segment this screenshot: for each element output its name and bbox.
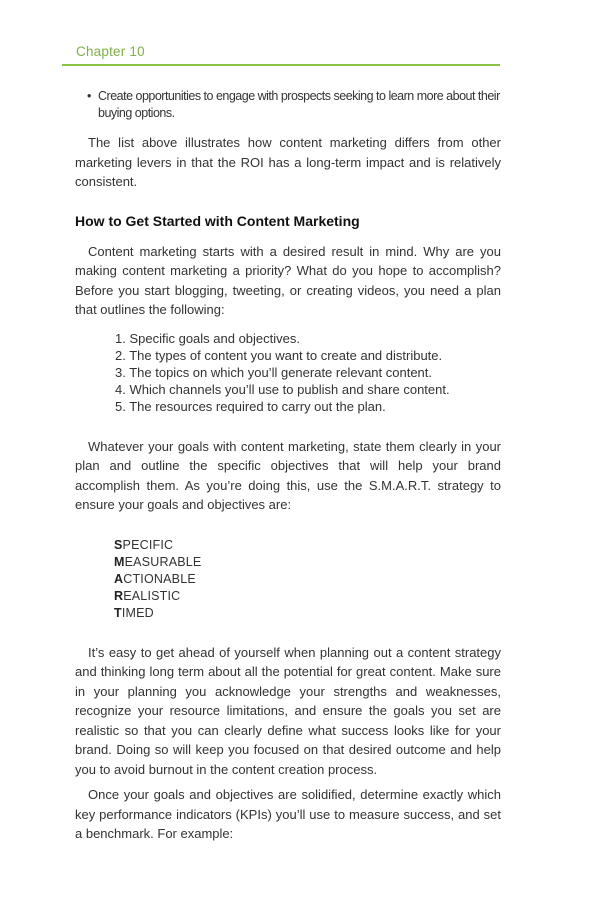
smart-item-measurable <box>114 554 501 571</box>
paragraph-intro: Content marketing starts with a desired result in mind. Why are you making content marketing a priority? What do you hope to accomplish? Before you start blogging, tweeting, or creating videos, you need a plan that outlines the following: <box>75 243 501 317</box>
plan-steps-list <box>75 330 501 415</box>
smart-initial: M <box>114 554 125 569</box>
smart-initial: S <box>114 537 123 552</box>
bullet-item <box>75 88 501 122</box>
smart-rest: IMED <box>121 605 154 620</box>
smart-item-timed <box>114 605 501 622</box>
smart-rest: EALISTIC <box>123 588 181 603</box>
section-heading: How to Get Started with Content Marketing <box>75 212 360 229</box>
list-item: 2. The types of content you want to create and distribute. <box>115 347 443 363</box>
smart-list <box>114 537 501 622</box>
list-item: 3. The topics on which you’ll generate relevant content. <box>115 364 433 380</box>
paragraph-kpis: Once your goals and objectives are solidified, determine exactly which key performance indicators (KPIs) you’ll use to measure success, and set a benchmark. For example: <box>75 787 501 841</box>
smart-initial: T <box>114 605 122 620</box>
header-divider <box>62 64 500 66</box>
chapter-label: Chapter 10 <box>76 44 145 59</box>
smart-initial: A <box>114 571 124 586</box>
smart-item-actionable <box>114 571 501 588</box>
bullet-text: Create opportunities to engage with prospects seeking to learn more about their buying options. <box>98 89 500 120</box>
smart-item-realistic <box>114 588 501 605</box>
smart-rest: CTIONABLE <box>123 571 196 586</box>
paragraph-roi: The list above illustrates how content marketing differs from other marketing levers in that the ROI has a long-term impact and is relatively consistent. <box>75 135 501 189</box>
list-item: 5. The resources required to carry out the plan. <box>115 398 386 414</box>
paragraph-smart-intro: Whatever your goals with content marketing, state them clearly in your plan and outline the specific objectives that will help your brand accomplish them. As you’re doing this, use the S.M.A.R.T. strategy to ensure your goals and objectives are: <box>75 438 501 512</box>
page-body <box>75 88 501 844</box>
list-item: 1. Specific goals and objectives. <box>115 330 300 346</box>
list-item: 4. Which channels you’ll use to publish and share content. <box>115 381 450 397</box>
smart-initial: R <box>114 588 124 603</box>
smart-rest: PECIFIC <box>122 537 174 552</box>
smart-rest: EASURABLE <box>124 554 202 569</box>
bullet-dot-icon: • <box>87 89 91 103</box>
smart-item-specific <box>114 537 501 554</box>
paragraph-planning: It’s easy to get ahead of yourself when planning out a content strategy and thinking long term about all the potential for great content. Make sure in your planning you acknowledge your strengths and weaknesses, recognize your resource limitations, and ensure the goals you set are realistic so that you can clearly define what success looks like for your brand. Doing so will keep you focused on that desired outcome and help you to avoid burnout in the content creation process. <box>75 644 501 777</box>
